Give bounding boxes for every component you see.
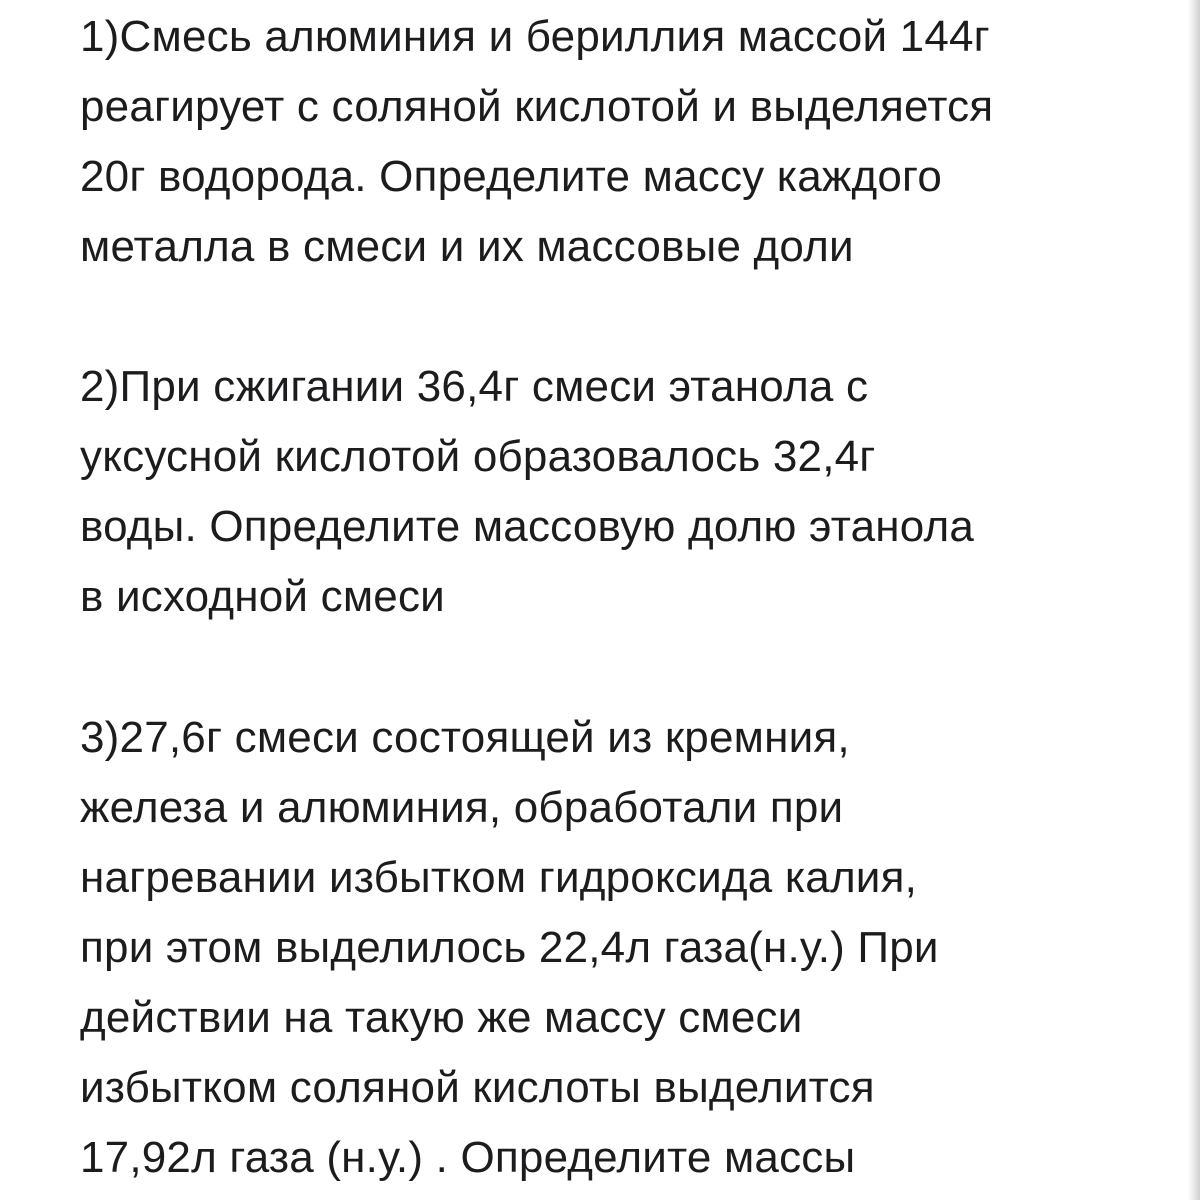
page-edge-shadow <box>1188 0 1200 1200</box>
problem-2-line-2: уксусной кислотой образовалось 32,4г <box>80 432 876 481</box>
problem-3-line-5: действии на такую же массу смеси <box>80 993 803 1042</box>
problem-3-line-2: железа и алюминия, обработали при <box>80 783 844 832</box>
problem-2-line-3: воды. Определите массовую долю этанола <box>80 502 975 551</box>
problem-2-line-1: 2)При сжигании 36,4г смеси этанола с <box>80 362 869 411</box>
problem-2-line-4: в исходной смеси <box>80 572 445 621</box>
problem-3-line-4: при этом выделилось 22,4л газа(н.у.) При <box>80 923 939 972</box>
problem-1-line-4: металла в смеси и их массовые доли <box>80 222 854 271</box>
problem-1-line-3: 20г водорода. Определите массу каждого <box>80 152 942 201</box>
problem-1-line-2: реагирует с соляной кислотой и выделяется <box>80 82 994 131</box>
problem-3-line-7: 17,92л газа (н.у.) . Определите массы <box>80 1133 856 1182</box>
problem-1-line-1: 1)Смесь алюминия и бериллия массой 144г <box>80 12 990 61</box>
problem-3-line-6: избытком соляной кислоты выделится <box>80 1063 875 1112</box>
problem-3-line-3: нагревании избытком гидроксида калия, <box>80 853 918 902</box>
problem-3-line-1: 3)27,6г смеси состоящей из кремния, <box>80 713 850 762</box>
